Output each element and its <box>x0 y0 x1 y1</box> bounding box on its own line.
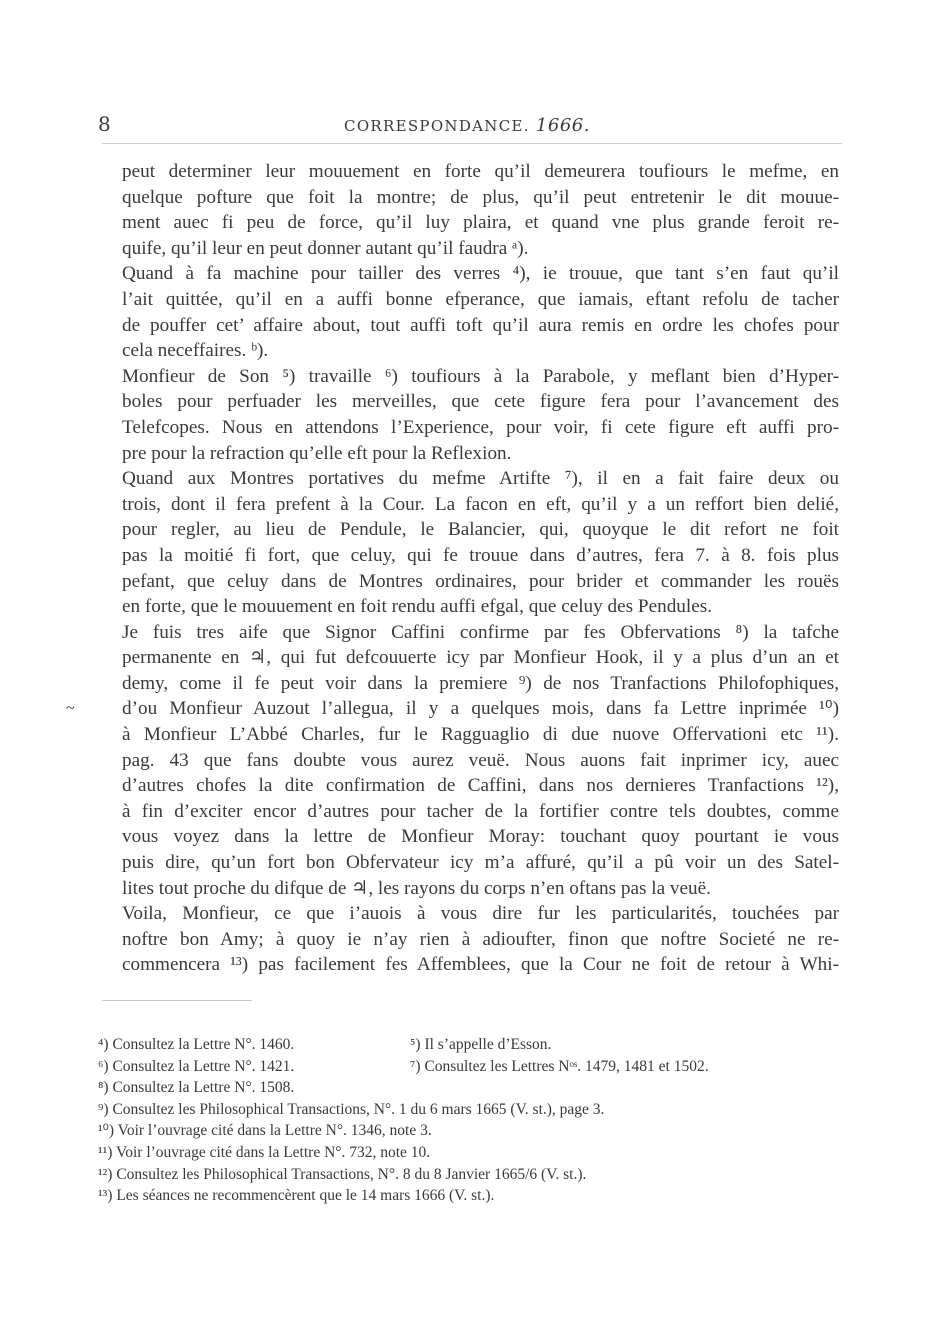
footnote-11: ¹¹) Voir l’ouvrage cité dans la Lettre N°. 732, note 10. <box>98 1143 431 1161</box>
text-line: Telefcopes. Nous en attendons l’Experience, pour voir, fi cete figure eft auffi pro- <box>122 416 839 438</box>
text-line: noftre bon Amy; à quoy ie n’ay rien à adioufter, finon que noftre Societé ne re- <box>122 928 839 950</box>
text-line: Je fuis tres aife que Signor Caffini confirme par fes Obfervations ⁸) la tafche <box>122 621 839 643</box>
page-number: 8 <box>98 112 111 136</box>
text-line: d’autres chofes la dite confirmation de Caffini, dans nos dernieres Tranfactions ¹²), <box>122 775 839 797</box>
text-line: cela neceffaires. ᵇ). <box>122 340 269 362</box>
text-line: Voila, Monfieur, ce que i’auois à vous dire fur les particularités, touchées par <box>122 903 839 925</box>
paragraph <box>101 261 839 363</box>
text-line: trois, dont il fera prefent à la Cour. La facon en eft, qu’il y a un reffort bien delié, <box>122 493 839 515</box>
footnote-row <box>98 1034 838 1056</box>
paragraph <box>101 364 839 466</box>
footnote-7: ⁷) Consultez les Lettres Nᵒˢ. 1479, 1481 et 1502. <box>410 1057 709 1075</box>
running-year: 1666. <box>535 115 590 136</box>
text-line: de pouffer cet’ affaire about, tout auffi toft qu’il aura remis en ordre les chofes pour <box>122 314 839 336</box>
footnote-4: ⁴) Consultez la Lettre N°. 1460. <box>98 1036 295 1053</box>
running-head <box>0 115 934 136</box>
footnote-9: ⁹) Consultez les Philosophical Transactions, N°. 1 du 6 mars 1665 (V. st.), page 3. <box>98 1100 605 1118</box>
text-line: Quand à fa machine pour tailler des verres ⁴), ie trouue, que tant s’en faut qu’il <box>122 263 839 285</box>
text-line: quife, qu’il leur en peut donner autant qu’il faudra ᵃ). <box>122 237 529 259</box>
text-line: pefant, que celuy dans de Montres ordinaires, pour brider et commander les rouës <box>122 570 839 592</box>
footnotes <box>98 1034 838 1207</box>
footnote-row <box>98 1056 838 1078</box>
text-line: d’ou Monfieur Auzout l’allegua, il y a quelques mois, dans fa Lettre inprimée ¹⁰) <box>122 698 839 720</box>
text-line: quelque pofture que foit la montre; de plus, qu’il peut entretenir le dit mouue- <box>122 186 839 208</box>
text-line: permanente en ♃, qui fut defcouuerte icy par Monfieur Hook, il y a plus d’un an et <box>122 647 839 669</box>
text-line: lites tout proche du difque de ♃, les rayons du corps n’en oftans pas la veuë. <box>122 877 711 899</box>
text-line: ment auec fi peu de force, qu’il luy plaira, et quand vne plus grande feroit re- <box>122 212 839 234</box>
running-title: CORRESPONDANCE. <box>344 117 530 135</box>
text-line: vous voyez dans la lettre de Monfieur Moray: touchant quoy pourtant ie vous <box>122 826 839 848</box>
text-line: en forte, que le mouuement en foit rendu auffi efgal, que celuy des Pendules. <box>122 596 712 618</box>
text-line: à fin d’exciter encor d’autres pour tacher de la fortifier contre tels doubtes, comme <box>122 800 839 822</box>
paragraph <box>101 620 839 902</box>
text-line: commencera ¹³) pas facilement fes Affemblees, que la Cour ne foit de retour à Whi- <box>122 954 839 976</box>
text-line: demy, come il fe peut voir dans la premiere ⁹) de nos Tranfactions Philofophiques, <box>122 672 839 694</box>
footnote-13: ¹³) Les séances ne recommencèrent que le 14 mars 1666 (V. st.). <box>98 1187 495 1205</box>
paragraph <box>101 466 839 620</box>
text-line: l’ait quittée, qu’il en a auffi bonne efperance, que iamais, eftant refolu de tacher <box>122 288 839 310</box>
footnote-12: ¹²) Consultez les Philosophical Transactions, N°. 8 du 8 Janvier 1665/6 (V. st.). <box>98 1165 587 1183</box>
paragraph <box>101 159 839 261</box>
text-line: boles pour perfuader les merveilles, que cete figure fera pour l’avancement des <box>122 391 839 413</box>
text-line: pag. 43 que fans doubte vous aurez veuë. Nous auons fait inprimer icy, auec <box>122 749 839 771</box>
letter-body <box>101 159 839 978</box>
footnote-10: ¹⁰) Voir l’ouvrage cité dans la Lettre N°. 1346, note 3. <box>98 1122 432 1140</box>
footnote-rule <box>102 1000 252 1001</box>
header-rule <box>102 143 842 144</box>
text-line: pas la moitié fi fort, que celuy, qui fe trouue dans d’autres, fera 7. à 8. fois plus <box>122 544 839 566</box>
text-line: peut determiner leur mouuement en forte qu’il demeurera toufiours le mefme, en <box>122 161 839 182</box>
margin-mark: ~ <box>66 700 75 717</box>
paragraph <box>101 901 839 978</box>
text-line: puis dire, qu’un fort bon Obfervateur icy m’a affuré, qu’il a pû voir un des Satel- <box>122 852 839 874</box>
text-line: à Monfieur L’Abbé Charles, fur le Ragguaglio di due nuove Offervationi etc ¹¹). <box>122 724 839 746</box>
text-line: pre pour la refraction qu’elle eft pour la Reflexion. <box>122 442 512 464</box>
footnote-8: ⁸) Consultez la Lettre N°. 1508. <box>98 1079 295 1097</box>
text-line: Monfieur de Son ⁵) travaille ⁶) toufiours à la Parabole, y meflant bien d’Hyper- <box>122 365 839 387</box>
text-line: Quand aux Montres portatives du mefme Artifte ⁷), il en a fait faire deux ou <box>122 468 839 490</box>
text-line: pour regler, au lieu de Pendule, le Balancier, qui, quoyque le dit refort ne foit <box>122 519 839 541</box>
footnote-6: ⁶) Consultez la Lettre N°. 1421. <box>98 1057 295 1075</box>
footnote-5: ⁵) Il s’appelle d’Esson. <box>410 1036 552 1053</box>
